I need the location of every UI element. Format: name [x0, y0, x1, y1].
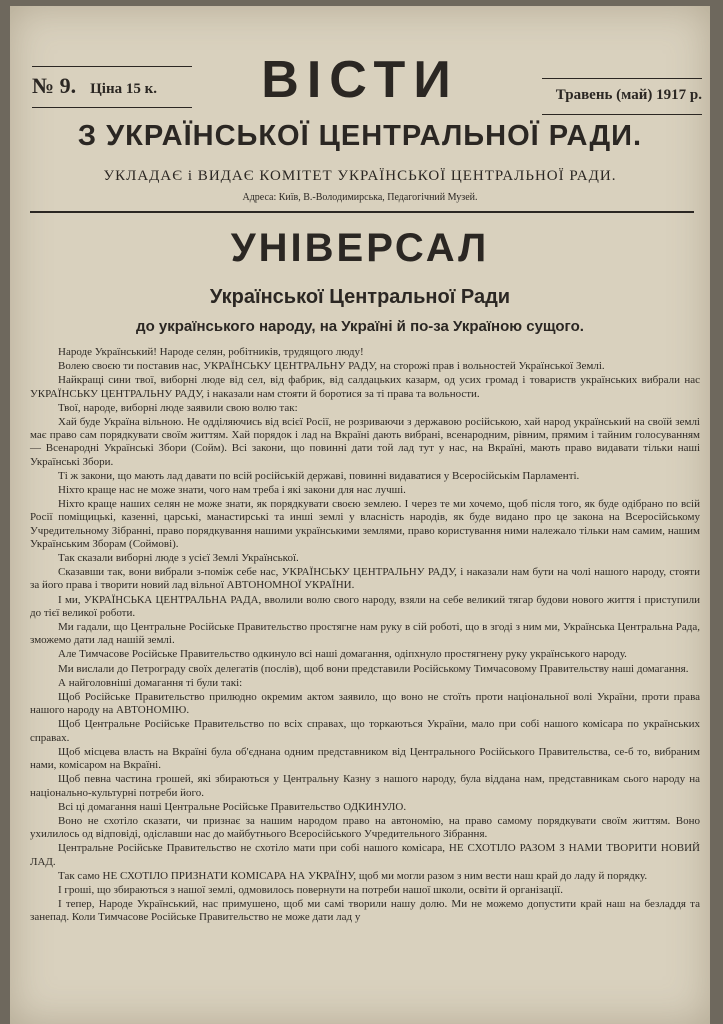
paragraph: І тепер, Народе Український, нас примушено, щоб ми самі творили нашу долю. Ми не можемо допустити край наш на безладдя та занепад. Коли Тимчасове Російське Правительство не може дати лад у — [30, 898, 700, 924]
issue-date: Травень (май) 1917 р. — [542, 78, 702, 115]
paragraph: Хай буде Україна вільною. Не одділяючись від всієї Росії, не розриваючи з державою російською, хай народ український на своїй землі має право сам порядкувати своїм життям. Хай порядок і лад на Вкраїні дають вибрані, всенародним, рівним, прямим і тайним голосуванням — Всенародні Українські Збори (Сойм). Всі закони, що повинні дати той лад тут у нас, на Вкраїні, мають право видавати тільки наші Українські Збори. — [30, 416, 700, 468]
publisher-line: УКЛАДАЄ і ВИДАЄ КОМІТЕТ УКРАЇНСЬКОЇ ЦЕНТРАЛЬНОЇ РАДИ. — [103, 168, 617, 184]
paragraph: Ми вислали до Петрограду своїх делегатів (послів), щоб вони представили Російському Тимчасовому Правительству наші домагання. — [58, 662, 689, 675]
newspaper-subtitle: З УКРАЇНСЬКОЇ ЦЕНТРАЛЬНОЇ РАДИ. — [77, 120, 643, 152]
issue-number: № 9. — [32, 73, 77, 98]
paragraph: Так само НЕ СХОТІЛО ПРИЗНАТИ КОМІСАРА НА УКРАЇНУ, щоб ми могли разом з ним вести наш край до ладу й порядку. — [58, 869, 648, 882]
paragraph: Твої, народе, виборні люде заявили свою волю так: — [58, 401, 298, 414]
address-line: Адреса: Київ, В.-Володимирська, Педагогічний Музей. — [242, 192, 478, 203]
paragraph: Але Тимчасове Російське Правительство одкинуло всі наші домагання, одіпхнуло простягнену руку українського народу. — [58, 648, 627, 661]
newspaper-title: ВІСТИ — [261, 51, 459, 109]
paragraph: Ті ж закони, що мають лад давати по всій російській державі, повинні видаватися у Всеросійськім Парламенті. — [58, 469, 580, 482]
paragraph: А найголовніші домагання ті були такі: — [58, 676, 243, 689]
paragraph: Щоб Російське Правительство прилюдно окремим актом заявило, що воно не стоїть проти національної волі України, проти права нашого народу на АВТОНОМІЮ. — [30, 691, 700, 717]
paragraph: Сказавши так, вони вибрали з-поміж себе нас, УКРАЇНСЬКУ ЦЕНТРАЛЬНУ РАДУ, і наказали нам бути на чолі нашого народу, стояти за його права і творити новий лад вільної АВТОНОМНОЇ УКРАЇНИ. — [30, 566, 700, 592]
newspaper-page — [10, 6, 710, 1024]
paragraph: Народе Український! Народе селян, робітників, трудящого люду! — [58, 346, 364, 358]
paragraph: Ми гадали, що Центральне Російське Правительство простягне нам руку в сій роботі, що в згоді з ним ми, Українська Центральна Рада, зможемо дати лад нашій землі. — [30, 621, 700, 647]
paragraph: Найкращі сини твої, виборні люде від сел, від фабрик, від салдацьких казарм, од усих громад і товариств українських вибрали нас УКРАЇНСЬКУ ЦЕНТРАЛЬНУ РАДУ, і наказали нам стояти й боротися за ті права та вольности. — [30, 374, 700, 400]
paragraph: І ми, УКРАЇНСЬКА ЦЕНТРАЛЬНА РАДА, вволили волю свого народу, взяли на себе великий тягар будови нового життя і приступили до тієї великої роботи. — [30, 593, 700, 619]
paragraph: Щоб місцева власть на Вкраїні була об'єднана одним представником від Центрального Російського Правительства, се-б то, вибраним нами, комісаром на Вкраїні. — [30, 745, 700, 772]
paragraph: Воно не схотіло сказати, чи признає за нашим народом право на автономію, на право самому порядкувати своїм життям. Воно ухилилось од відповіді, одіславши нас до майбутнього Всеросійського Учредительного Зібрання. — [30, 814, 700, 841]
paragraph: І гроші, що збираються з нашої землі, одмовилось повернути на потреби нашої школи, освіти й організації. — [58, 883, 563, 896]
issue-price: Ціна 15 к. — [90, 81, 157, 97]
masthead-divider — [30, 211, 694, 213]
paragraph: Всі ці домагання наші Центральне Російське Правительство ОДКИНУЛО. — [58, 800, 407, 813]
paragraph: Центральне Російське Правительство не схотіло мати при собі нашого комісара, НЕ СХОТІЛО РАЗОМ З НАМИ ТВОРИТИ НОВИЙ ЛАД. — [30, 842, 700, 868]
paragraph: Волею своєю ти поставив нас, УКРАЇНСЬКУ ЦЕНТРАЛЬНУ РАДУ, на сторожі прав і вольностей Української Землі. — [58, 360, 605, 373]
document-title: УНІВЕРСАЛ — [230, 226, 490, 270]
paragraph: Ніхто краще наших селян не може знати, як порядкувати своєю землею. І через те ми хочемо, щоб після того, як буде одібрано по всій Росії поміщицькі, казенні, царські, манастирські та инші землі у власність народів, як буде видано про це закона на Всеросійському Учредительному Зібранні, право порядкування нашими українськими землями, право користування ними належало тільки нам самим, нашим Українським Зборам (Соймові). — [30, 498, 700, 550]
document-subtitle-issuer: Української Центральної Ради — [209, 286, 511, 308]
paragraph: Щоб певна частина грошей, які збираються у Центральну Казну з нашого народу, була віддана нам, представникам сього народу на національно-культурні потреби його. — [30, 773, 700, 799]
document-subtitle-addressee: до українського народу, на Україні й по-за Україною сущого. — [136, 318, 584, 335]
paragraph: Щоб Центральне Російське Правительство по всіх справах, що торкаються України, мало при собі нашого комісара по українських справах. — [30, 718, 700, 744]
article-body — [30, 346, 700, 925]
paragraph: Так сказали виборні люде з усієї Землі Української. — [58, 552, 299, 565]
paragraph: Ніхто краще нас не може знати, чого нам треба і які закони для нас лучші. — [58, 484, 406, 497]
